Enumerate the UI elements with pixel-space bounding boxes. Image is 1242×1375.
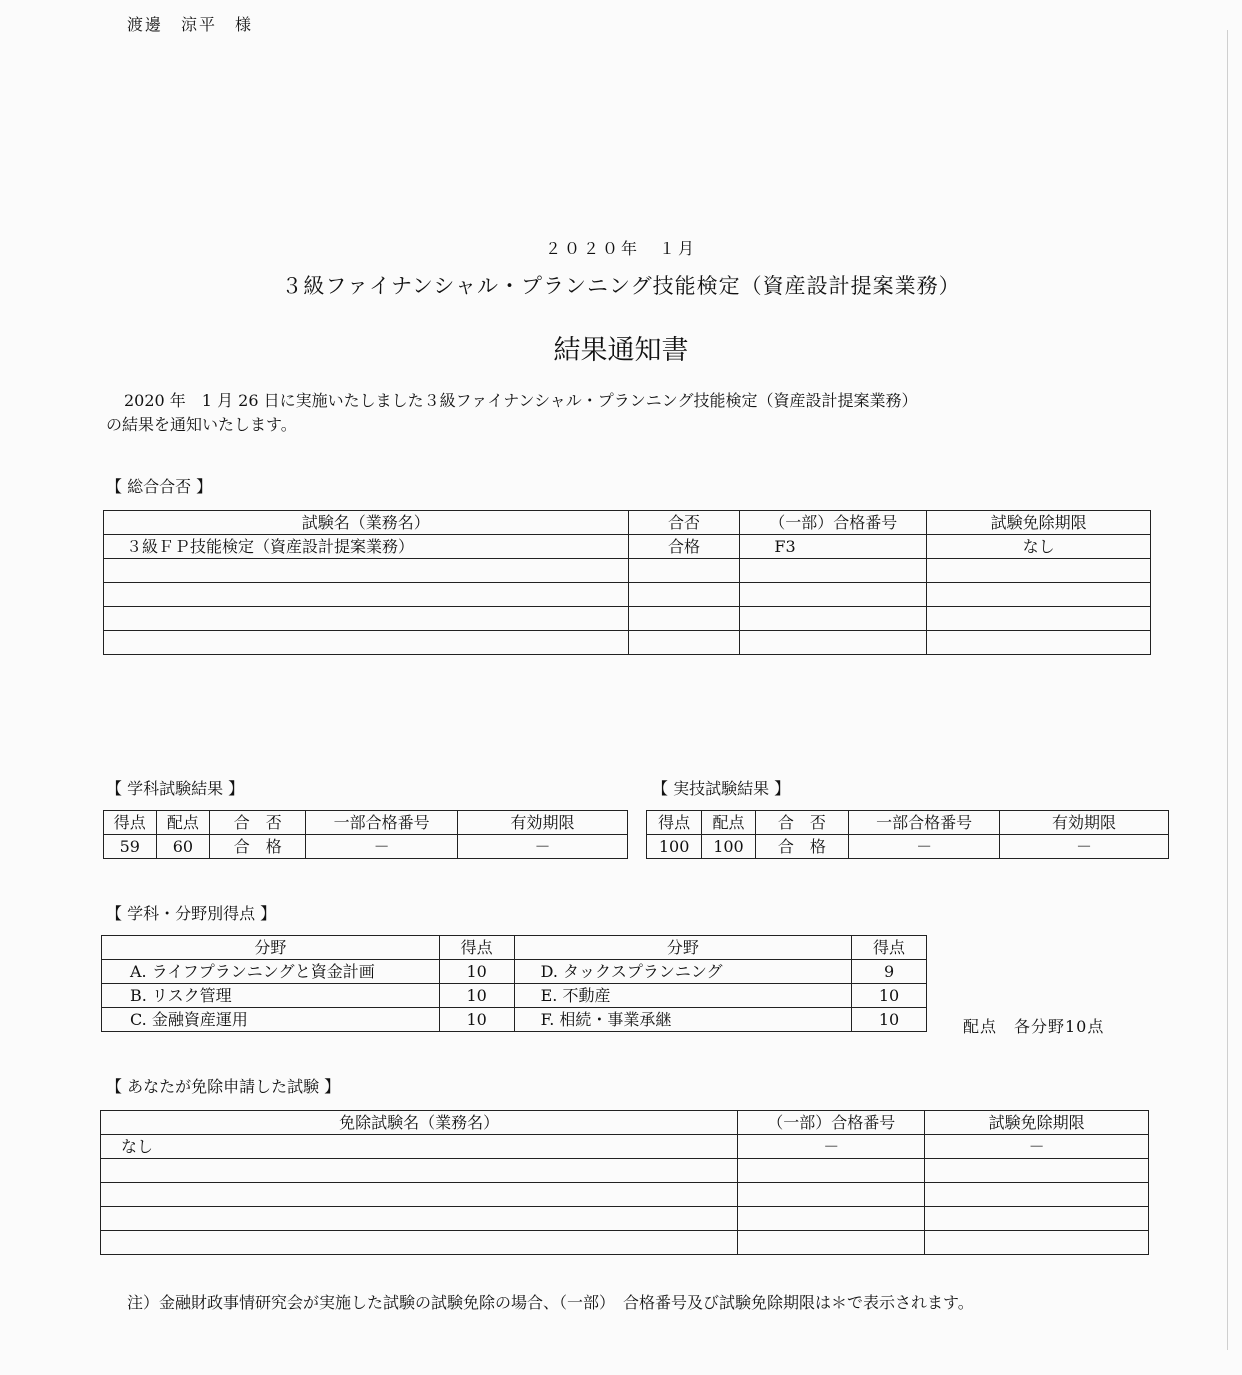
fields-score-note: 配点 各分野10点 xyxy=(963,1017,1105,1036)
header-partial-pass-number: 一部合格番号 xyxy=(306,811,458,835)
cell-score: 10 xyxy=(439,960,514,984)
cell-pass-number xyxy=(740,583,927,607)
table-row xyxy=(101,1207,1149,1231)
cell-pass-fail: 合 格 xyxy=(210,835,306,859)
header-score: 得点 xyxy=(647,811,702,835)
table-row xyxy=(104,559,1151,583)
table-row xyxy=(101,1135,1149,1159)
table-row xyxy=(101,1183,1149,1207)
header-validity: 有効期限 xyxy=(1000,811,1169,835)
cell-pass-fail: 合格 xyxy=(628,535,740,559)
cell-exemption-deadline: － xyxy=(925,1135,1149,1159)
fields-heading: 【 学科・分野別得点 】 xyxy=(106,904,277,923)
table-header-row xyxy=(647,811,1169,835)
cell-exemption-deadline xyxy=(927,559,1151,583)
cell-field: F. 相続・事業承継 xyxy=(514,1008,852,1032)
header-pass-fail: 合否 xyxy=(628,511,740,535)
table-row xyxy=(104,631,1151,655)
cell-score: 10 xyxy=(439,984,514,1008)
exam-title: ３級ファイナンシャル・プランニング技能検定（資産設計提案業務） xyxy=(281,274,961,298)
cell-field: D. タックスプランニング xyxy=(514,960,852,984)
cell-partial-pass-number: － xyxy=(306,835,458,859)
cell-validity: － xyxy=(1000,835,1169,859)
exemption-table xyxy=(100,1110,1149,1255)
cell-field: E. 不動産 xyxy=(514,984,852,1008)
header-max-score: 配点 xyxy=(156,811,210,835)
cell-pass-number: F3 xyxy=(740,535,927,559)
intro-line-1: 2020 年 1 月 26 日に実施いたしました３級ファイナンシャル・プランニング技能検定（資産設計提案業務） xyxy=(124,391,918,410)
table-header-row xyxy=(104,811,628,835)
cell-pass-fail xyxy=(628,559,740,583)
written-table xyxy=(103,810,628,859)
header-exemption-deadline: 試験免除期限 xyxy=(927,511,1151,535)
cell-score: 100 xyxy=(647,835,702,859)
cell-exam-name: ３級ＦＰ技能検定（資産設計提案業務） xyxy=(104,535,629,559)
cell-exemption-deadline xyxy=(927,631,1151,655)
cell-field: C. 金融資産運用 xyxy=(102,1008,440,1032)
header-max-score: 配点 xyxy=(702,811,755,835)
cell-exempt-exam-name: なし xyxy=(101,1135,738,1159)
cell-pass-fail: 合 格 xyxy=(755,835,849,859)
header-score: 得点 xyxy=(104,811,157,835)
cell-max-score: 60 xyxy=(156,835,210,859)
cell-exemption-deadline xyxy=(925,1159,1149,1183)
header-score: 得点 xyxy=(852,936,927,960)
cell-pass-number xyxy=(738,1207,925,1231)
cell-score: 10 xyxy=(439,1008,514,1032)
table-row xyxy=(104,583,1151,607)
cell-exam-name xyxy=(104,559,629,583)
cell-exempt-exam-name xyxy=(101,1207,738,1231)
fields-table xyxy=(101,935,927,1032)
table-header-row xyxy=(101,1111,1149,1135)
header-pass-fail: 合 否 xyxy=(210,811,306,835)
cell-exemption-deadline xyxy=(925,1207,1149,1231)
practical-heading: 【 実技試験結果 】 xyxy=(652,779,791,798)
cell-pass-number xyxy=(738,1159,925,1183)
overall-heading: 【 総合合否 】 xyxy=(106,477,213,496)
table-row xyxy=(104,835,628,859)
table-row xyxy=(104,535,1151,559)
cell-pass-fail xyxy=(628,607,740,631)
header-validity: 有効期限 xyxy=(458,811,628,835)
header-pass-number: （一部）合格番号 xyxy=(740,511,927,535)
cell-pass-number xyxy=(740,607,927,631)
cell-max-score: 100 xyxy=(702,835,755,859)
page-title: 結果通知書 xyxy=(553,335,689,366)
cell-pass-number xyxy=(738,1183,925,1207)
overall-table xyxy=(103,510,1151,655)
cell-pass-fail xyxy=(628,631,740,655)
cell-pass-fail xyxy=(628,583,740,607)
cell-pass-number xyxy=(740,559,927,583)
cell-pass-number xyxy=(738,1231,925,1255)
cell-exemption-deadline: なし xyxy=(927,535,1151,559)
cell-exemption-deadline xyxy=(925,1231,1149,1255)
cell-score: 59 xyxy=(104,835,157,859)
table-row xyxy=(104,607,1151,631)
table-header-row xyxy=(104,511,1151,535)
header-score: 得点 xyxy=(439,936,514,960)
cell-exemption-deadline xyxy=(925,1183,1149,1207)
cell-exam-name xyxy=(104,607,629,631)
table-row xyxy=(102,984,927,1008)
cell-pass-number: － xyxy=(738,1135,925,1159)
cell-score: 10 xyxy=(852,984,927,1008)
exemption-heading: 【 あなたが免除申請した試験 】 xyxy=(106,1077,341,1096)
cell-exam-name xyxy=(104,631,629,655)
cell-score: 10 xyxy=(852,1008,927,1032)
scan-edge-line xyxy=(1227,30,1228,1350)
cell-exemption-deadline xyxy=(927,583,1151,607)
cell-validity: － xyxy=(458,835,628,859)
cell-field: B. リスク管理 xyxy=(102,984,440,1008)
header-exam-name: 試験名（業務名） xyxy=(104,511,629,535)
footnote: 注）金融財政事情研究会が実施した試験の試験免除の場合、（一部） 合格番号及び試験免除期限は＊で表示されます。 xyxy=(127,1293,974,1312)
header-exemption-deadline: 試験免除期限 xyxy=(925,1111,1149,1135)
table-header-row xyxy=(102,936,927,960)
table-row xyxy=(102,1008,927,1032)
written-heading: 【 学科試験結果 】 xyxy=(106,779,245,798)
cell-exempt-exam-name xyxy=(101,1159,738,1183)
table-row xyxy=(101,1159,1149,1183)
table-row xyxy=(647,835,1169,859)
header-partial-pass-number: 一部合格番号 xyxy=(849,811,1000,835)
cell-pass-number xyxy=(740,631,927,655)
cell-exempt-exam-name xyxy=(101,1231,738,1255)
header-exempt-exam-name: 免除試験名（業務名） xyxy=(101,1111,738,1135)
practical-table xyxy=(646,810,1169,859)
cell-exemption-deadline xyxy=(927,607,1151,631)
table-row xyxy=(101,1231,1149,1255)
table-row xyxy=(102,960,927,984)
cell-field: A. ライフプランニングと資金計画 xyxy=(102,960,440,984)
cell-partial-pass-number: － xyxy=(849,835,1000,859)
addressee: 渡邊 涼平 様 xyxy=(127,15,254,34)
issue-date: ２０２０年 １月 xyxy=(544,239,697,258)
header-pass-fail: 合 否 xyxy=(755,811,849,835)
cell-score: 9 xyxy=(852,960,927,984)
header-pass-number: （一部）合格番号 xyxy=(738,1111,925,1135)
cell-exam-name xyxy=(104,583,629,607)
header-field: 分野 xyxy=(514,936,852,960)
intro-line-2: の結果を通知いたします。 xyxy=(106,415,297,434)
header-field: 分野 xyxy=(102,936,440,960)
cell-exempt-exam-name xyxy=(101,1183,738,1207)
